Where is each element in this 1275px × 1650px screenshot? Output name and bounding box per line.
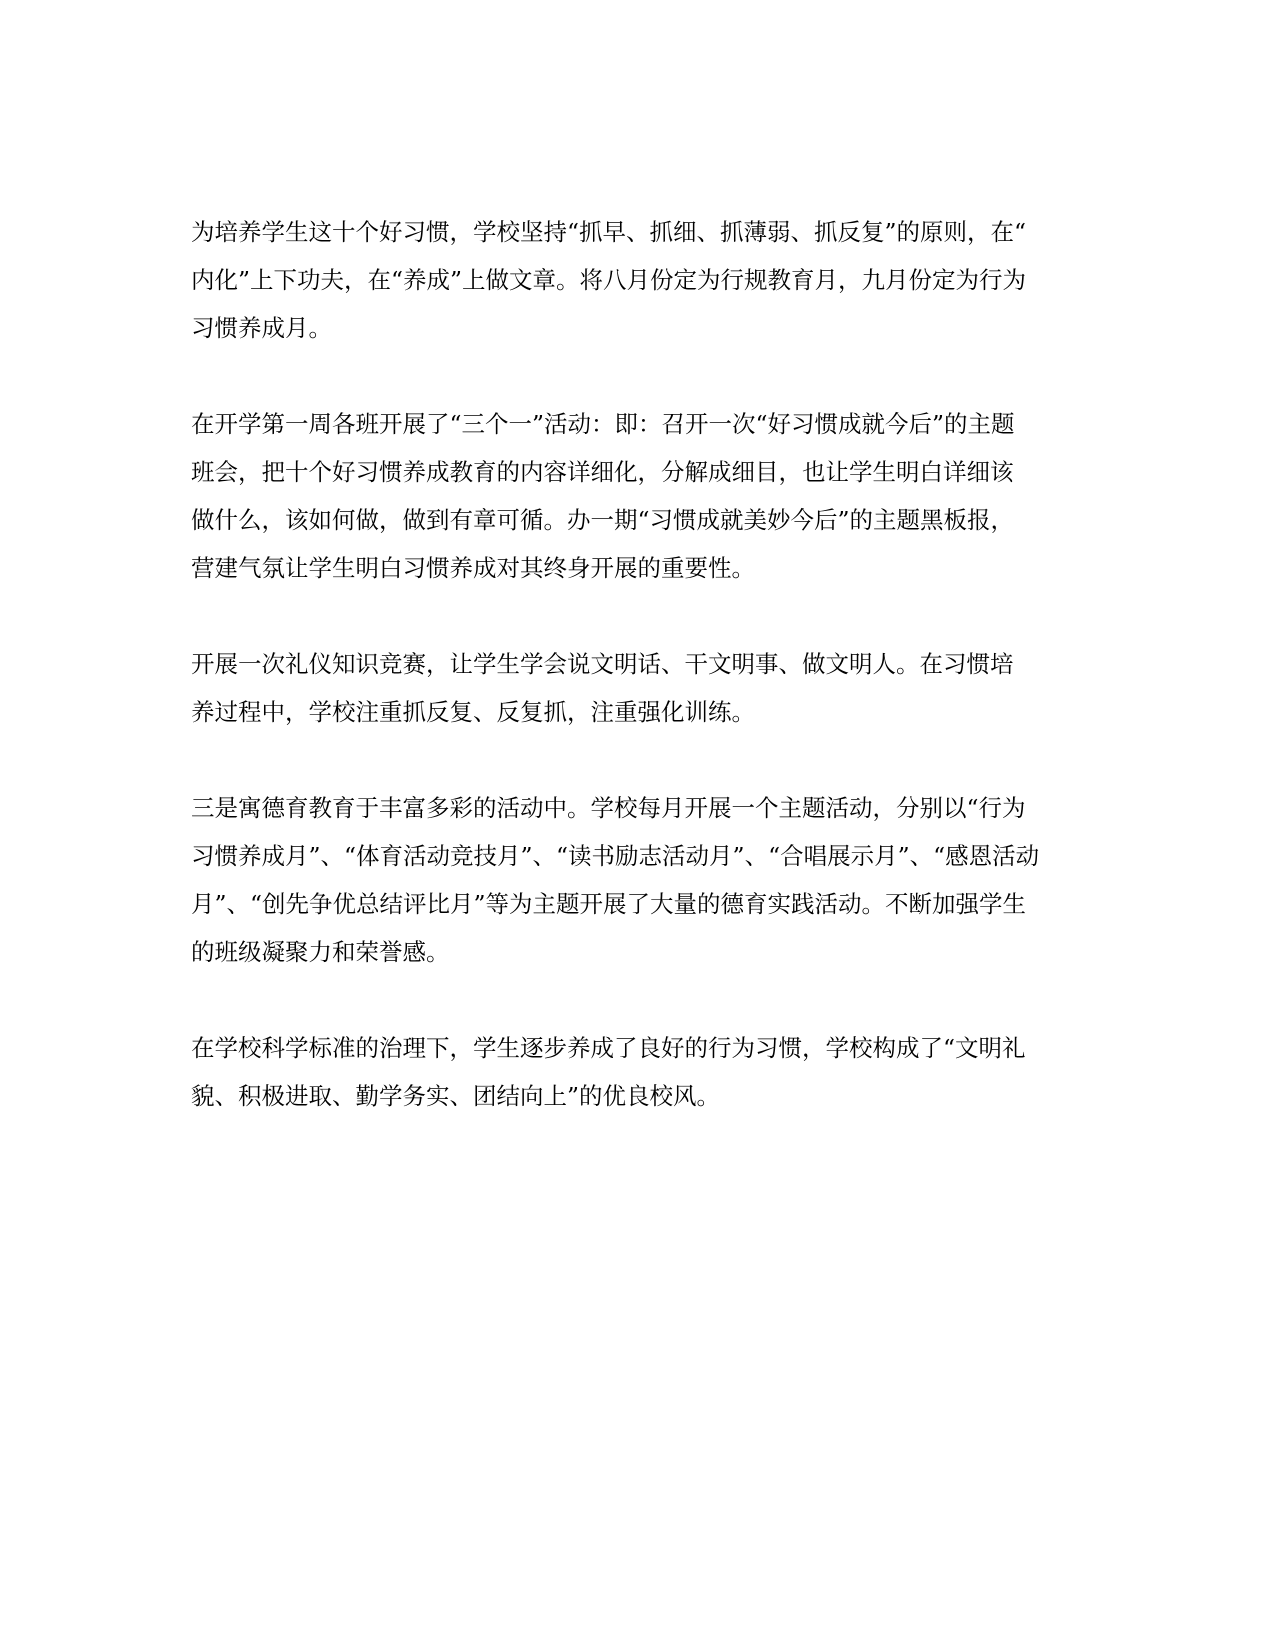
text-line: 习惯养成月。 [191, 314, 332, 342]
text-line: 内化”上下功夫，在“养成”上做文章。将八月份定为行规教育月，九月份定为行为 [191, 266, 1027, 294]
paragraph-themed-activities [191, 784, 1084, 976]
paragraph-etiquette-contest [191, 640, 1084, 736]
paragraph-school-spirit [191, 1024, 1084, 1120]
text-line: 营建气氛让学生明白习惯养成对其终身开展的重要性。 [191, 554, 755, 582]
text-line: 开展一次礼仪知识竞赛，让学生学会说文明话、干文明事、做文明人。在习惯培 [191, 650, 1014, 678]
paragraph-habit-principles [191, 208, 1084, 352]
paragraph-three-ones-activity [191, 400, 1084, 592]
text-line: 在学校科学标准的治理下，学生逐步养成了良好的行为习惯，学校构成了“文明礼 [191, 1034, 1026, 1062]
text-line: 班会，把十个好习惯养成教育的内容详细化，分解成细目，也让学生明白详细该 [191, 458, 1014, 486]
text-line: 月”、“创先争优总结评比月”等为主题开展了大量的德育实践活动。不断加强学生 [191, 890, 1027, 918]
text-line: 为培养学生这十个好习惯，学校坚持“抓早、抓细、抓薄弱、抓反复”的原则，在“ [191, 218, 1027, 246]
text-line: 三是寓德育教育于丰富多彩的活动中。学校每月开展一个主题活动，分别以“行为 [191, 794, 1026, 822]
text-line: 貌、积极进取、勤学务实、团结向上”的优良校风。 [191, 1082, 721, 1110]
text-line: 的班级凝聚力和荣誉感。 [191, 938, 450, 966]
document-body [191, 208, 1084, 1168]
text-line: 在开学第一周各班开展了“三个一”活动：即：召开一次“好习惯成就今后”的主题 [191, 410, 1015, 438]
text-line: 做什么，该如何做，做到有章可循。办一期“习惯成就美妙今后”的主题黑板报， [191, 506, 1015, 534]
text-line: 习惯养成月”、“体育活动竞技月”、“读书励志活动月”、“合唱展示月”、“感恩活动 [191, 842, 1040, 870]
text-line: 养过程中，学校注重抓反复、反复抓，注重强化训练。 [191, 698, 755, 726]
